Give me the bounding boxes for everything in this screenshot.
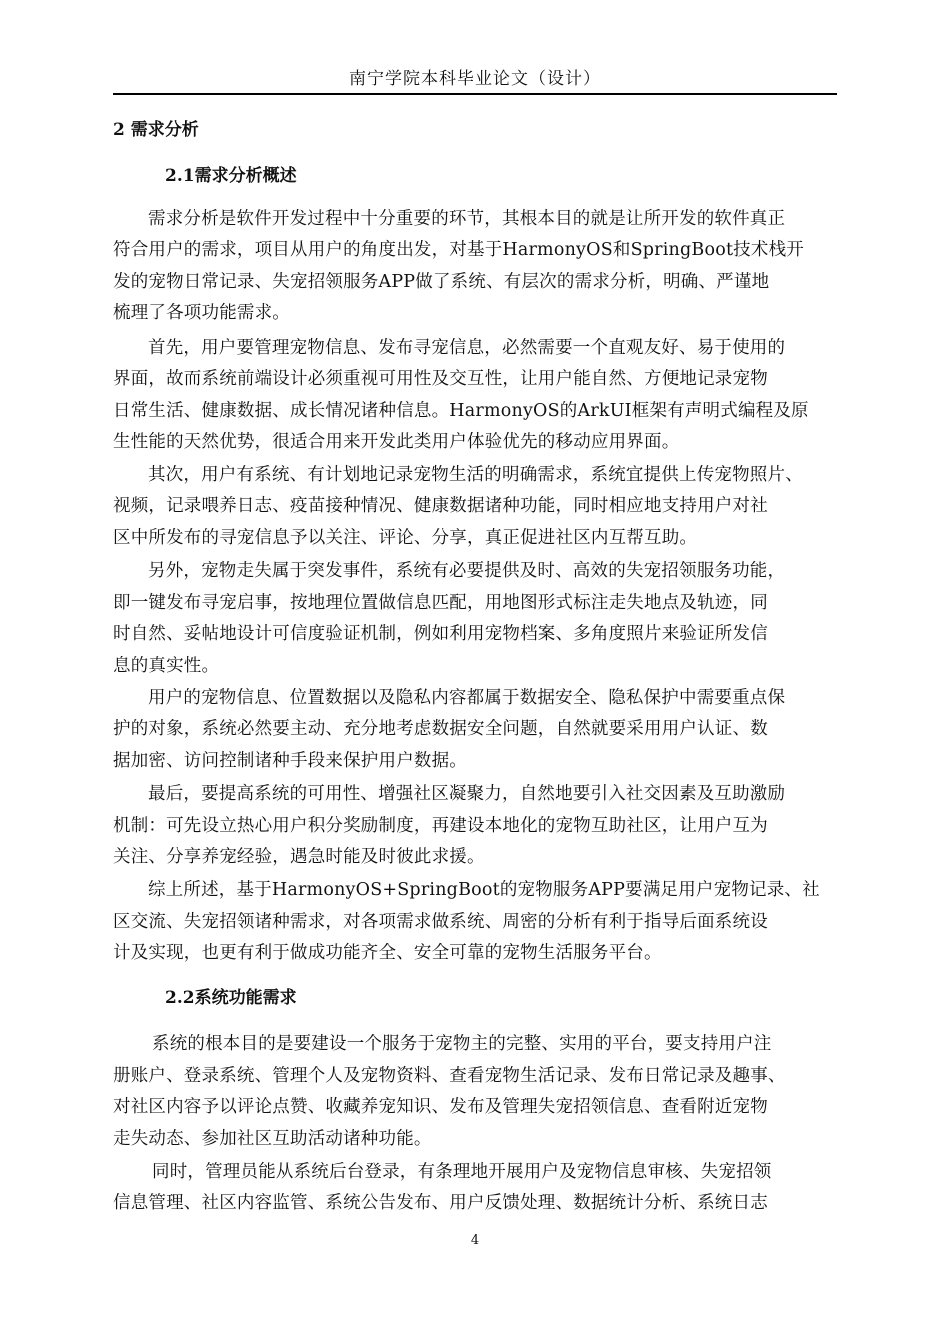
section-heading: 2 需求分析	[113, 120, 199, 140]
paragraph-line: 走失动态、参加社区互助活动诸种功能。	[113, 1129, 432, 1149]
paragraph-line: 日常生活、健康数据、成长情况诸种信息。HarmonyOS的ArkUI框架有声明式编程及原	[113, 401, 809, 421]
paragraph-line: 册账户、登录系统、管理个人及宠物资料、查看宠物生活记录、发布日常记录及趣事、	[113, 1066, 786, 1086]
paragraph-line: 即一键发布寻宠启事，按地理位置做信息匹配，用地图形式标注走失地点及轨迹，同	[113, 593, 768, 613]
running-header: 南宁学院本科毕业论文（设计）	[349, 69, 601, 89]
paragraph-line: 计及实现，也更有利于做成功能齐全、安全可靠的宠物生活服务平台。	[113, 943, 662, 963]
paragraph-line: 区交流、失宠招领诸种需求，对各项需求做系统、周密的分析有利于指导后面系统设	[113, 912, 768, 932]
paragraph-line: 其次，用户有系统、有计划地记录宠物生活的明确需求，系统宜提供上传宠物照片、	[148, 465, 803, 485]
subsection-heading: 2.2系统功能需求	[165, 988, 297, 1008]
paragraph-line: 区中所发布的寻宠信息予以关注、评论、分享，真正促进社区内互帮互助。	[113, 528, 698, 548]
paragraph-line: 界面，故而系统前端设计必须重视可用性及交互性，让用户能自然、方便地记录宠物	[113, 369, 768, 389]
paragraph-line: 发的宠物日常记录、失宠招领服务APP做了系统、有层次的需求分析，明确、严谨地	[113, 272, 770, 292]
paragraph-line: 最后，要提高系统的可用性、增强社区凝聚力，自然地要引入社交因素及互助激励	[148, 784, 786, 804]
paragraph-line: 时自然、妥帖地设计可信度验证机制，例如利用宠物档案、多角度照片来验证所发信	[113, 624, 768, 644]
paragraph-line: 符合用户的需求，项目从用户的角度出发，对基于HarmonyOS和SpringBoot技术栈开	[113, 240, 804, 260]
paragraph-line: 息的真实性。	[113, 656, 220, 676]
paragraph-line: 另外，宠物走失属于突发事件，系统有必要提供及时、高效的失宠招领服务功能，	[148, 561, 786, 581]
paragraph-line: 综上所述，基于HarmonyOS+SpringBoot的宠物服务APP要满足用户宠物记录、社	[148, 880, 820, 900]
paragraph-line: 视频，记录喂养日志、疫苗接种情况、健康数据诸种功能，同时相应地支持用户对社	[113, 496, 768, 516]
paragraph-line: 关注、分享养宠经验，遇急时能及时彼此求援。	[113, 847, 485, 867]
header-rule	[113, 93, 837, 95]
paragraph-line: 据加密、访问控制诸种手段来保护用户数据。	[113, 751, 467, 771]
paragraph-line: 用户的宠物信息、位置数据以及隐私内容都属于数据安全、隐私保护中需要重点保	[148, 688, 786, 708]
paragraph-line: 需求分析是软件开发过程中十分重要的环节，其根本目的就是让所开发的软件真正	[148, 209, 786, 229]
paragraph-line: 系统的根本目的是要建设一个服务于宠物主的完整、实用的平台，要支持用户注	[152, 1034, 772, 1054]
paragraph-line: 同时，管理员能从系统后台登录，有条理地开展用户及宠物信息审核、失宠招领	[152, 1162, 772, 1182]
paragraph-line: 护的对象，系统必然要主动、充分地考虑数据安全问题，自然就要采用用户认证、数	[113, 719, 768, 739]
paragraph-line: 生性能的天然优势，很适合用来开发此类用户体验优先的移动应用界面。	[113, 432, 680, 452]
subsection-heading: 2.1需求分析概述	[165, 166, 297, 186]
paragraph-line: 首先，用户要管理宠物信息、发布寻宠信息，必然需要一个直观友好、易于使用的	[148, 338, 786, 358]
paragraph-line: 梳理了各项功能需求。	[113, 303, 290, 323]
paragraph-line: 信息管理、社区内容监管、系统公告发布、用户反馈处理、数据统计分析、系统日志	[113, 1193, 768, 1213]
paragraph-line: 机制：可先设立热心用户积分奖励制度，再建设本地化的宠物互助社区，让用户互为	[113, 816, 768, 836]
paragraph-line: 对社区内容予以评论点赞、收藏养宠知识、发布及管理失宠招领信息、查看附近宠物	[113, 1097, 768, 1117]
page-number: 4	[470, 1233, 480, 1248]
